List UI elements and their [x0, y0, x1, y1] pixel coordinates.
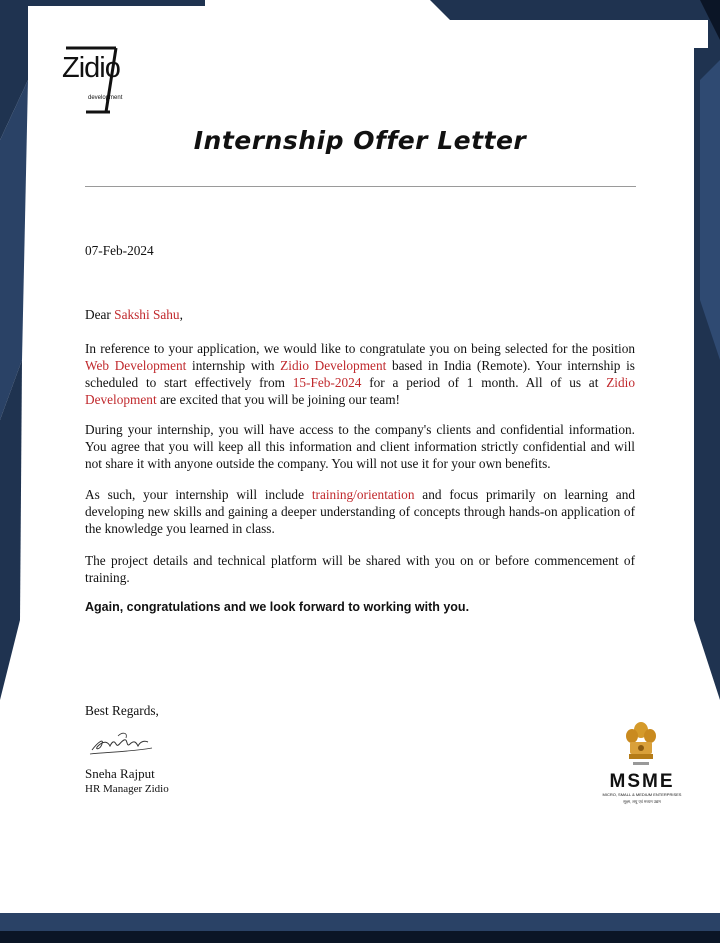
recipient-name: Sakshi Sahu [114, 307, 180, 322]
start-date: 15-Feb-2024 [292, 375, 362, 390]
salutation-suffix: , [179, 307, 183, 322]
p3-text-2: and focus primarily on learning and developing new skills and gaining a deeper understanding of concepts through hands-on application of the knowledge you learned in class. [85, 487, 635, 536]
logo-subtitle: development [88, 95, 123, 101]
salutation [85, 306, 635, 323]
p1-text-4: for a period of 1 month. All of us at [361, 375, 607, 390]
paragraph-selection [85, 340, 635, 408]
title-divider [85, 186, 636, 187]
msme-hindi-subtitle: सूक्ष्म, लघु एवं मध्यम उद्यम [623, 799, 661, 804]
national-emblem-icon [624, 720, 658, 770]
company-name: Zidio Development [280, 358, 387, 373]
p1-text-2: internship with [186, 358, 281, 373]
msme-wordmark: MSME [609, 771, 675, 792]
paragraph-training [85, 486, 635, 537]
training-highlight: training/orientation [311, 487, 415, 502]
msme-logo [600, 772, 684, 812]
zidio-logo [60, 40, 130, 118]
signatory-role: HR Manager Zidio [85, 783, 169, 795]
logo-wordmark: Zidio [62, 52, 120, 84]
paragraph-confidentiality: During your internship, you will have access to the company's clients and confidential information. You agree that you will keep all this information and client information strictly confidential and will not share it with anyone outside the company. You will not use it for your own benefits. [85, 422, 635, 471]
signature-image [88, 728, 158, 758]
msme-subtitle: MICRO, SMALL & MEDIUM ENTERPRISES [602, 792, 682, 797]
p3-text-1: As such, your internship will include [85, 487, 312, 502]
signatory-name: Sneha Rajput [85, 766, 155, 781]
company-name-2: Zidio Development [85, 375, 635, 407]
letter-date: 07-Feb-2024 [85, 243, 154, 258]
p1-text-3: based in India (Remote). Your internship is scheduled to start effectively from [85, 358, 635, 390]
closing-line: Again, congratulations and we look forward to working with you. [85, 600, 470, 614]
internship-role: Web Development [85, 358, 187, 373]
p1-text-1: In reference to your application, we would like to congratulate you on being selected for the position [85, 341, 635, 356]
salutation-prefix: Dear [85, 307, 115, 322]
p1-text-5: are excited that you will be joining our team! [156, 392, 400, 407]
regards: Best Regards, [85, 703, 159, 718]
letter-title: Internship Offer Letter [193, 126, 527, 155]
paragraph-project-details: The project details and technical platform will be shared with you on or before commencement of training. [85, 553, 635, 585]
